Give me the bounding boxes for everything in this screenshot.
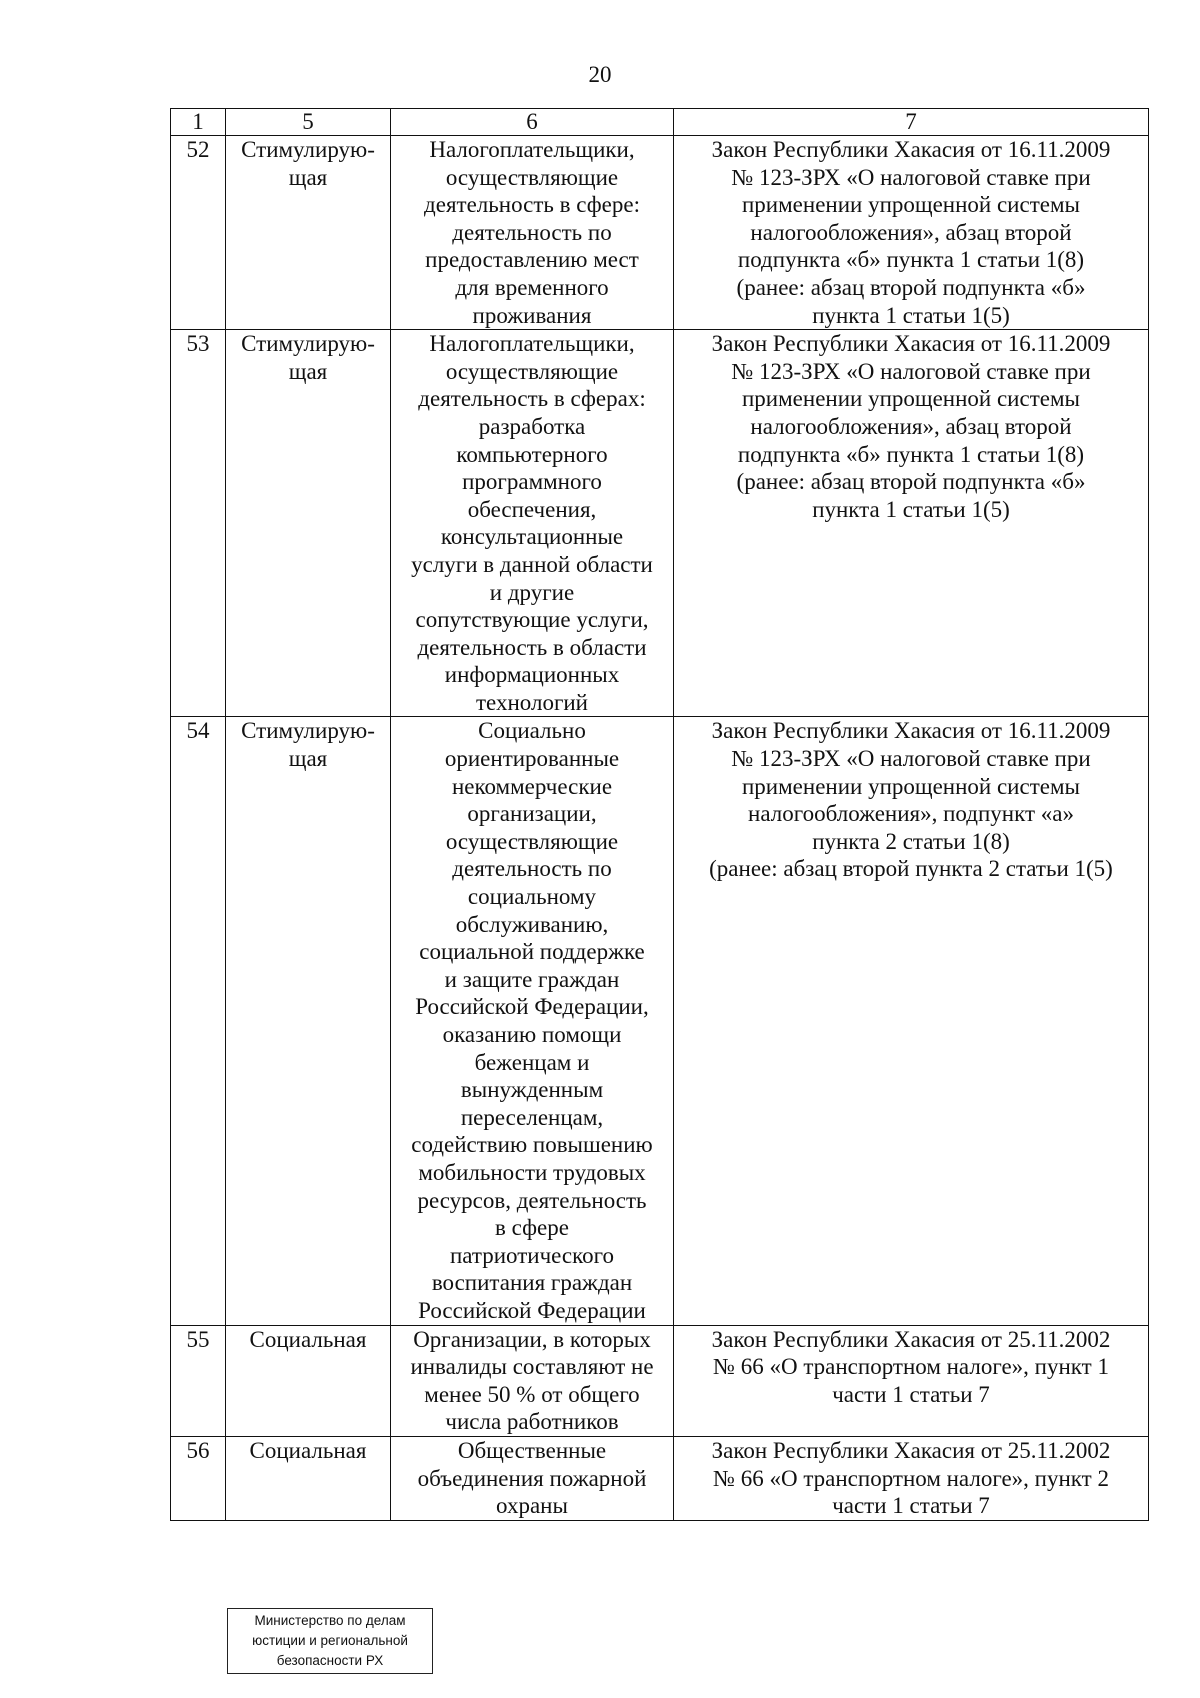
stamp-line: безопасности РХ — [276, 1653, 384, 1668]
benefit-type-cell — [226, 717, 391, 1325]
text-line: Стимулирую- — [241, 137, 375, 162]
text-line: инвалиды составляют не — [410, 1354, 654, 1380]
text-line: организации, — [467, 801, 597, 827]
benefit-type-cell — [226, 1325, 391, 1436]
text-line: Стимулирую- — [241, 718, 375, 744]
recipients-cell — [391, 1325, 674, 1436]
text-line: Российской Федерации, — [415, 994, 649, 1020]
text-line: части 1 статьи 7 — [832, 1381, 990, 1407]
text-line: Закон Республики Хакасия от 25.11.2002 — [711, 1437, 1111, 1463]
text-line: применении упрощенной системы — [742, 773, 1080, 799]
text-line: компьютерного — [456, 441, 608, 467]
benefit-type-cell — [226, 1436, 391, 1520]
text-line: технологий — [476, 689, 588, 715]
row-number: 55 — [171, 1325, 226, 1436]
text-line: обслуживанию, — [455, 911, 609, 937]
text-line: Стимулирую- — [241, 331, 375, 357]
text-line: налогообложения», абзац второй — [750, 413, 1072, 439]
text-line: числа работников — [445, 1409, 619, 1435]
text-line: Российской Федерации — [418, 1297, 646, 1323]
text-line: части 1 статьи 7 — [832, 1493, 990, 1519]
text-line: № 66 «О транспортном налоге», пункт 1 — [713, 1354, 1109, 1380]
text-line: для временного — [455, 274, 609, 300]
text-line: деятельность по — [452, 219, 612, 245]
text-line: подпункта «б» пункта 1 статьи 1(8) — [737, 441, 1085, 467]
page-number: 20 — [588, 62, 612, 87]
text-line: (ранее: абзац второй подпункта «б» — [736, 469, 1086, 495]
text-line: (ранее: абзац второй подпункта «б» — [736, 274, 1086, 300]
text-line: деятельность в сферах: — [418, 386, 646, 412]
benefits-table — [170, 108, 1149, 1521]
text-line: патриотического — [449, 1242, 615, 1268]
text-line: деятельность по — [452, 856, 612, 882]
row-number: 54 — [171, 717, 226, 1325]
text-line: пункта 2 статьи 1(8) — [812, 828, 1010, 854]
text-line: объединения пожарной — [417, 1465, 647, 1491]
text-line: щая — [288, 746, 328, 772]
text-line: Налогоплательщики, — [429, 137, 635, 162]
text-line: информационных — [444, 662, 620, 688]
text-line: № 66 «О транспортном налоге», пункт 2 — [713, 1465, 1109, 1491]
registration-stamp — [227, 1608, 433, 1674]
text-line: предоставлению мест — [425, 247, 639, 273]
text-line: программного — [462, 469, 602, 495]
text-line: мобильности трудовых — [418, 1159, 646, 1185]
text-line: осуществляющие — [445, 358, 619, 384]
legal-basis-cell — [674, 717, 1149, 1325]
text-line: оказанию помощи — [442, 1022, 622, 1047]
recipients-cell — [391, 1436, 674, 1520]
header-col-1: 1 — [171, 109, 226, 136]
text-line: разработка — [478, 413, 586, 439]
header-col-5: 5 — [226, 109, 391, 136]
text-line: и защите граждан — [444, 966, 620, 992]
text-line: воспитания граждан — [431, 1270, 633, 1296]
row-number: 52 — [171, 136, 226, 330]
table-header-row — [171, 109, 1149, 136]
text-line: применении упрощенной системы — [742, 386, 1080, 412]
text-line: Закон Республики Хакасия от 16.11.2009 — [711, 718, 1111, 744]
text-line: проживания — [472, 302, 592, 328]
text-line: налогообложения», подпункт «а» — [748, 801, 1074, 827]
stamp-line: юстиции и региональной — [252, 1633, 408, 1648]
row-number: 56 — [171, 1436, 226, 1520]
text-line: некоммерческие — [451, 773, 613, 799]
benefit-type-cell — [226, 136, 391, 330]
text-line: Социально — [478, 718, 586, 744]
text-line: налогообложения», абзац второй — [750, 219, 1072, 245]
text-line: вынужденным — [460, 1077, 604, 1103]
text-line: Налогоплательщики, — [429, 331, 635, 357]
row-number: 53 — [171, 330, 226, 717]
header-col-6: 6 — [391, 109, 674, 136]
legal-basis-cell — [674, 330, 1149, 717]
text-line: социальному — [467, 884, 597, 910]
table-body — [171, 136, 1149, 1521]
text-line: услуги в данной области — [411, 551, 653, 577]
table-row — [171, 717, 1149, 1325]
text-line: беженцам и — [474, 1049, 590, 1075]
text-line: сопутствующие услуги, — [415, 607, 649, 633]
text-line: № 123-ЗРХ «О налоговой ставке при — [731, 746, 1091, 772]
text-line: пункта 1 статьи 1(5) — [812, 302, 1010, 328]
text-line: переселенцам, — [460, 1104, 604, 1130]
stamp-line: Министерство по делам — [254, 1613, 406, 1628]
text-line: Закон Республики Хакасия от 16.11.2009 — [711, 331, 1111, 357]
text-line: подпункта «б» пункта 1 статьи 1(8) — [737, 247, 1085, 273]
legal-basis-cell — [674, 1436, 1149, 1520]
text-line: социальной поддержке — [419, 939, 645, 965]
table-row — [171, 330, 1149, 717]
text-line: обеспечения, — [467, 496, 597, 522]
table-row — [171, 136, 1149, 330]
table-row — [171, 1325, 1149, 1436]
text-line: Закон Республики Хакасия от 25.11.2002 — [711, 1326, 1111, 1352]
text-line: Закон Республики Хакасия от 16.11.2009 — [711, 137, 1111, 162]
recipients-cell — [391, 717, 674, 1325]
text-line: в сфере — [495, 1215, 569, 1241]
header-col-7: 7 — [674, 109, 1149, 136]
text-line: (ранее: абзац второй пункта 2 статьи 1(5) — [709, 856, 1113, 882]
text-line: Социальная — [249, 1326, 367, 1352]
text-line: щая — [288, 164, 328, 190]
text-line: охраны — [496, 1493, 568, 1519]
text-line: ресурсов, деятельность — [417, 1187, 647, 1213]
legal-basis-cell — [674, 1325, 1149, 1436]
text-line: щая — [288, 358, 328, 384]
text-line: ориентированные — [444, 746, 620, 772]
text-line: консультационные — [440, 524, 624, 550]
text-line: Организации, в которых — [413, 1326, 651, 1352]
text-line: № 123-ЗРХ «О налоговой ставке при — [731, 164, 1091, 190]
recipients-cell — [391, 330, 674, 717]
table-row — [171, 1436, 1149, 1520]
legal-basis-cell — [674, 136, 1149, 330]
text-line: Общественные — [457, 1437, 607, 1463]
recipients-cell — [391, 136, 674, 330]
text-line: менее 50 % от общего — [424, 1381, 640, 1407]
text-line: применении упрощенной системы — [742, 192, 1080, 218]
text-line: содействию повышению — [411, 1132, 653, 1158]
text-line: деятельность в области — [417, 634, 647, 660]
text-line: осуществляющие — [445, 164, 619, 190]
text-line: осуществляющие — [445, 828, 619, 854]
text-line: и другие — [489, 579, 575, 605]
benefit-type-cell — [226, 330, 391, 717]
text-line: деятельность в сфере: — [424, 192, 640, 218]
text-line: № 123-ЗРХ «О налоговой ставке при — [731, 358, 1091, 384]
text-line: пункта 1 статьи 1(5) — [812, 496, 1010, 522]
text-line: Социальная — [249, 1437, 367, 1463]
